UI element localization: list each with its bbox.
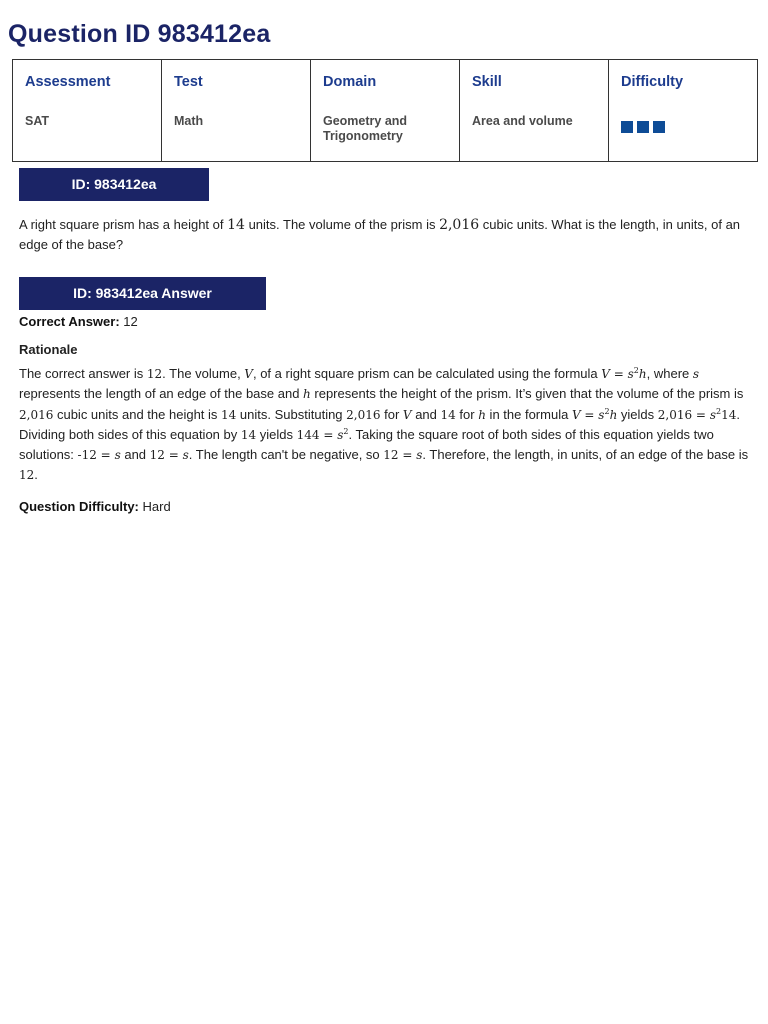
math-expression: 14: [721, 407, 737, 422]
test-cell: [162, 60, 311, 162]
math-expression: 12 =: [149, 448, 183, 463]
math-exponent: 2: [633, 366, 639, 375]
math-exponent: 2: [715, 406, 722, 416]
rationale-text-part: . Taking the square root of both sides of this equation yields two solutions:: [19, 426, 714, 463]
math-expression: 14: [440, 407, 456, 422]
assessment-cell: [13, 60, 162, 162]
rationale-text-part: for: [380, 406, 403, 422]
question-text-part: units. The volume of the prism is: [244, 217, 440, 232]
math-variable: s: [114, 448, 121, 463]
difficulty-square: [637, 121, 649, 133]
question-text: [19, 215, 749, 255]
correct-answer: [19, 312, 749, 331]
rationale-text-part: , of a right square prism can be calculated using the formula: [252, 366, 602, 381]
math-variable: s: [627, 367, 634, 381]
math-variable: V: [244, 367, 253, 381]
rationale-text-part: and: [120, 447, 150, 463]
math-expression: 2,016: [346, 407, 381, 422]
question-text-part: A right square prism has a height of: [19, 217, 228, 232]
rationale-text-part: represents the height of the prism. It’s given that the volume of the prism is: [310, 386, 744, 402]
math-operator: =: [580, 407, 599, 422]
rationale-text-part: units. Substituting: [236, 406, 347, 422]
math-exponent: 2: [604, 406, 610, 416]
math-expression: 2,016: [19, 407, 54, 422]
question-difficulty-label: Question Difficulty:: [19, 499, 139, 514]
rationale-text-part: . The volume,: [162, 366, 245, 381]
math-variable: s: [182, 448, 189, 463]
rationale-heading: Rationale: [19, 342, 78, 357]
math-variable: h: [478, 407, 486, 422]
math-expression: 12: [146, 367, 163, 381]
rationale-text-part: and: [411, 406, 441, 422]
question-id-banner: ID: 983412ea: [19, 168, 209, 201]
difficulty-square: [653, 121, 665, 133]
math-variable: s: [692, 367, 700, 381]
rationale-text-part: cubic units and the height is: [53, 406, 222, 422]
page-title: Question ID 983412ea: [8, 20, 271, 48]
rationale-text-part: . The length can't be negative, so: [188, 447, 384, 463]
rationale-text-part: The correct answer is: [19, 366, 147, 381]
rationale-text-part: yields: [617, 406, 658, 422]
math-variable: h: [638, 367, 647, 381]
rationale-text-part: represents the length of an edge of the base and: [19, 386, 304, 402]
difficulty-indicator: [621, 121, 745, 133]
math-volume: 2,016: [439, 217, 480, 233]
difficulty-square: [621, 121, 633, 133]
domain-value: Geometry and Trigonometry: [323, 114, 408, 143]
math-variable: s: [337, 427, 344, 442]
rationale-text-part: . Dividing both sides of this equation by: [19, 406, 740, 442]
test-value: Math: [174, 114, 204, 128]
math-expression: 144 =: [296, 427, 338, 442]
math-variable: s: [598, 407, 605, 422]
math-expression: -12 =: [77, 448, 115, 463]
math-expression: 14: [240, 427, 257, 442]
question-difficulty: [19, 497, 749, 516]
answer-id-banner: ID: 983412ea Answer: [19, 277, 266, 310]
test-header: Test: [174, 74, 203, 90]
domain-cell: [311, 60, 460, 162]
rationale-text-part: .: [34, 467, 38, 483]
rationale-text-part: , where: [646, 366, 693, 381]
rationale-text-part: for: [455, 406, 479, 422]
math-expression: 14: [221, 407, 237, 422]
math-expression: 12: [19, 468, 35, 483]
correct-answer-label: Correct Answer:: [19, 314, 120, 329]
question-metadata-table: [12, 59, 758, 162]
math-height: 14: [227, 217, 245, 233]
math-variable: V: [601, 367, 610, 381]
correct-answer-value: 12: [119, 314, 138, 329]
skill-header: Skill: [472, 74, 502, 90]
math-variable: h: [303, 387, 311, 402]
rationale-text-part: yields: [256, 426, 297, 442]
assessment-header: Assessment: [25, 74, 111, 90]
assessment-value: SAT: [25, 114, 50, 128]
rationale-text: [19, 364, 749, 486]
skill-value: Area and volume: [472, 114, 573, 128]
math-operator: =: [609, 367, 628, 381]
math-variable: V: [571, 407, 581, 422]
math-exponent: 2: [343, 426, 349, 436]
difficulty-header: Difficulty: [621, 74, 684, 90]
rationale-text-part: . Therefore, the length, in units, of an edge of the base is: [422, 447, 749, 463]
math-expression: 12 =: [383, 448, 417, 463]
question-text-part: cubic units. What is the length, in units, of an edge of the base?: [19, 217, 741, 253]
skill-cell: [460, 60, 609, 162]
math-variable: s: [709, 407, 716, 422]
math-expression: 2,016 =: [657, 407, 710, 422]
math-variable: s: [416, 448, 423, 463]
difficulty-cell: [609, 60, 758, 162]
question-difficulty-value: Hard: [138, 499, 171, 514]
rationale-text-part: in the formula: [485, 406, 572, 422]
domain-header: Domain: [323, 74, 377, 90]
math-variable: V: [402, 407, 412, 422]
math-variable: h: [609, 407, 618, 422]
